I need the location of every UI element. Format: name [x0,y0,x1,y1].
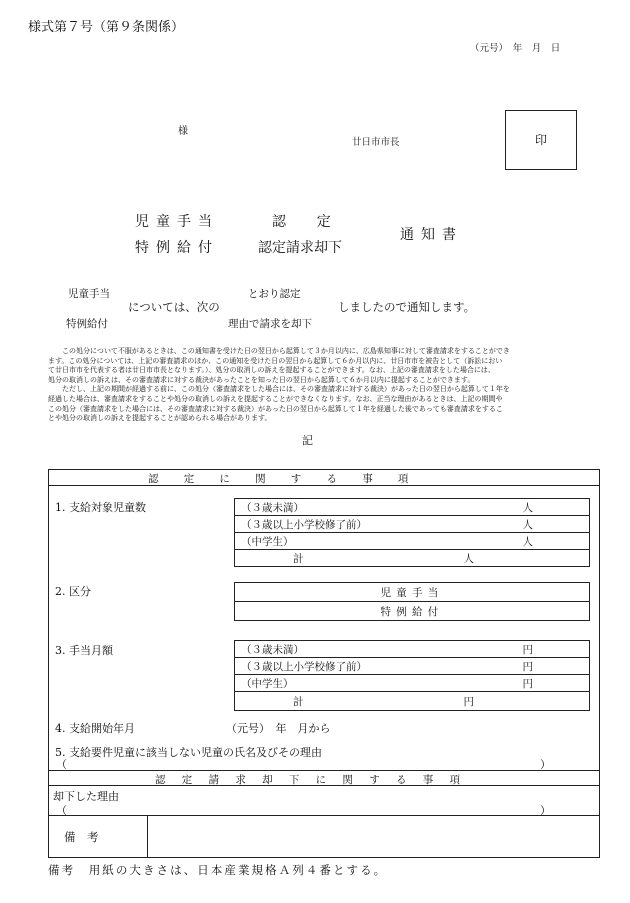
statement-rejection: 理由で請求を却下 [228,318,312,330]
item5-label: 5. 支給要件児童に該当しない児童の氏名及びその理由 [55,746,322,759]
remarks-label: 備 考 [64,830,99,844]
item1-table: （３歳未満） 人 （３歳以上小学校修了前） 人 （中学生） 人 計 人 [234,498,590,567]
item3-table: （３歳未満） 円 （３歳以上小学校修了前） 円 （中学生） 円 計 円 [234,640,590,711]
item2-table: 児童手当 特例給付 [234,582,590,621]
item4-value: （元号） 年 月から [226,722,331,735]
title-approval: 認 定 [272,214,340,230]
item2-label: 2. 区分 [55,585,91,598]
reject-paren-open: （ [56,804,67,817]
footer-note: 備考 用紙の大きさは、日本産業規格Ａ列４番とする。 [48,863,388,877]
notice-paragraph: この処分について不服があるときは、この通知書を受けた日の翌日から起算して３か月以内に、広島県知事に対して審査請求をすることができ ます。この処分については、上記の審査請求のほか、この通知を受けた日の翌日から起算して６か月以内に、廿日市市を被告として（訴訟におい て廿日市市を代表する者は廿日市市長となります。）、処分の取消しの訴えを提起することができます。なお、上記の審査請求をした場合には、 処分の取消しの訴えは、その審査請求に対する裁決があったことを知った日の翌日から起算して６か月以内に提起することができます。 ただし、上記の期間が経過する前に、この処分（審査請求をした場合には、その審査請求に対する裁決）があった日の翌日から起算して１年を 経過した場合は、審査請求をすることや処分の取消しの訴えを提起することができなくなります。なお、正当な理由があるときは、上記の期間や この処分（審査請求をした場合には、その審査請求に対する裁決）があった日の翌日から起算して１年を経過した後であっても審査請求をするこ とや処分の取消しの訴えを提起することが認められる場合があります。 [48,347,510,423]
seal-box [505,110,577,170]
title-child-allowance: 児童手当 [135,214,219,230]
ki-mark: 記 [302,434,313,447]
section1-header: 認定に関する事項 [148,473,434,485]
statement-notify: しましたので通知します。 [338,300,476,314]
statement-approval: とおり認定 [248,288,301,300]
title-rejection: 認定請求却下 [258,240,342,256]
date-line: （元号） 年 月 日 [470,43,561,54]
section2-header: 認定請求却下に関する事項 [155,774,477,786]
item5-paren-close: ） [540,758,551,771]
title-notice: 通知書 [400,227,463,243]
form-number: 様式第７号（第９条関係） [28,20,185,35]
statement-middle: については、次の [128,300,220,314]
statement-special-benefit: 特例給付 [66,318,108,330]
issuer-name: 廿日市市長 [352,137,400,148]
item5-paren-open: （ [56,758,67,771]
reject-paren-close: ） [540,804,551,817]
reject-label: 却下した理由 [53,790,119,803]
title-special-benefit: 特例給付 [135,240,219,256]
statement-child-allowance: 児童手当 [68,288,110,300]
item3-label: 3. 手当月額 [55,644,113,657]
item4-label: 4. 支給開始年月 [55,722,135,735]
seal-mark: 印 [534,133,547,147]
item1-label: 1. 支給対象児童数 [55,501,146,514]
addressee-suffix: 様 [178,126,188,137]
